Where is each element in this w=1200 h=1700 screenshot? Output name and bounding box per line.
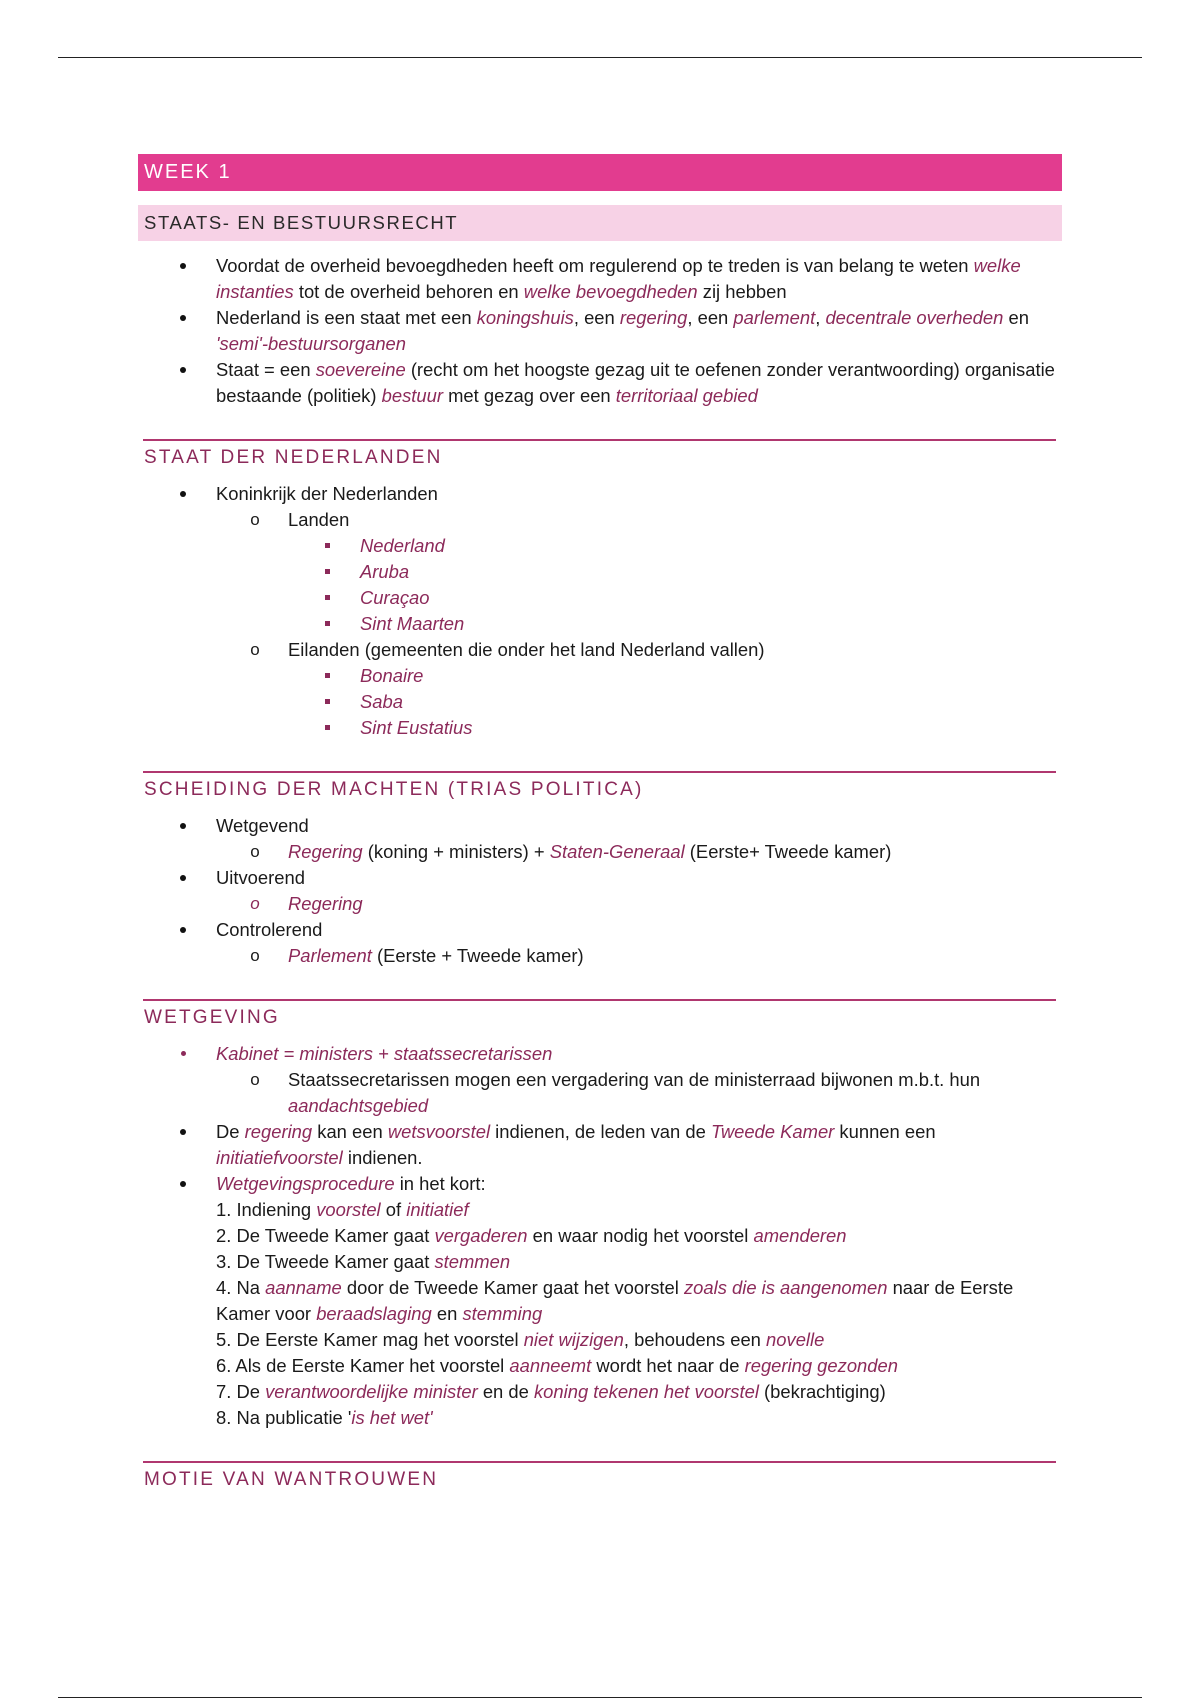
trias-list <box>138 813 1062 969</box>
square-bullet-icon <box>320 715 334 741</box>
section-title: WETGEVING <box>144 1007 280 1028</box>
subheader <box>138 205 1062 241</box>
bullet-icon <box>176 917 190 943</box>
procedure-step: 8. Na publicatie 'is het wet' <box>216 1407 433 1428</box>
sub-bullet-icon: o <box>250 510 260 529</box>
square-bullet-icon <box>320 689 334 715</box>
square-bullet-icon <box>320 533 334 559</box>
list-item: o Staatssecretarissen mogen een vergadering van de ministerraad bijwonen m.b.t. hun aandachtsgebied <box>138 1067 1062 1119</box>
list-item: Koninkrijk der Nederlanden <box>138 481 1062 507</box>
square-bullet-icon <box>320 663 334 689</box>
staat-list <box>138 481 1062 741</box>
list-item: Controlerend <box>138 917 1062 943</box>
list-item: Sint Maarten <box>138 611 1062 637</box>
procedure-step: 6. Als de Eerste Kamer het voorstel aanneemt wordt het naar de regering gezonden <box>216 1355 898 1376</box>
list-item: o Regering (koning + ministers) + Staten-Generaal (Eerste+ Tweede kamer) <box>138 839 1062 865</box>
section-divider <box>143 771 1056 773</box>
sub-bullet-icon: o <box>250 842 260 861</box>
list-item: Staat = een soevereine (recht om het hoogste gezag uit te oefenen zonder verantwoording) organisatie bestaande (politiek) bestuur met gezag over een territoriaal gebied <box>138 357 1062 409</box>
list-item: De regering kan een wetsvoorstel indienen, de leden van de Tweede Kamer kunnen een initiatiefvoorstel indienen. <box>138 1119 1062 1171</box>
section-title: SCHEIDING DER MACHTEN (TRIAS POLITICA) <box>144 779 644 800</box>
list-item: Bonaire <box>138 663 1062 689</box>
sub-bullet-icon: o <box>250 640 260 659</box>
bullet-icon <box>176 481 190 507</box>
list-item: o Landen <box>138 507 1062 533</box>
week-header <box>138 154 1062 191</box>
procedure-step: 7. De verantwoordelijke minister en de koning tekenen het voorstel (bekrachtiging) <box>216 1381 886 1402</box>
list-item: Uitvoerend <box>138 865 1062 891</box>
wetgeving-list <box>138 1041 1062 1197</box>
bullet-icon <box>176 1119 190 1145</box>
procedure-steps <box>138 1197 1062 1431</box>
bullet-icon <box>176 865 190 891</box>
square-bullet-icon <box>320 585 334 611</box>
sub-bullet-icon: o <box>250 946 260 965</box>
list-item: Wetgevingsprocedure in het kort: <box>138 1171 1062 1197</box>
bullet-icon <box>176 357 190 383</box>
page-header-rule <box>58 57 1142 58</box>
list-item: Wetgevend <box>138 813 1062 839</box>
procedure-step: 2. De Tweede Kamer gaat vergaderen en waar nodig het voorstel amenderen <box>216 1225 847 1246</box>
section-trias <box>138 771 1062 969</box>
list-item: o Regering <box>138 891 1062 917</box>
bullet-icon <box>176 253 190 279</box>
bullet-icon <box>176 305 190 331</box>
list-item: Curaçao <box>138 585 1062 611</box>
bullet-icon <box>176 1171 190 1197</box>
page-footer-rule <box>58 1697 1142 1698</box>
section-motie <box>138 1461 1062 1494</box>
pink-bullet-icon <box>176 1041 190 1067</box>
list-item: Kabinet = ministers + staatssecretarissen <box>138 1041 1062 1067</box>
section-divider <box>143 439 1056 441</box>
list-item: Nederland <box>138 533 1062 559</box>
list-item: Nederland is een staat met een koningshuis, een regering, een parlement, decentrale overheden en 'semi'-bestuursorganen <box>138 305 1062 357</box>
section-divider <box>143 999 1056 1001</box>
list-item: Aruba <box>138 559 1062 585</box>
section-divider <box>143 1461 1056 1463</box>
sub-bullet-icon: o <box>250 894 260 913</box>
square-bullet-icon <box>320 611 334 637</box>
list-item: Sint Eustatius <box>138 715 1062 741</box>
procedure-step: 1. Indiening voorstel of initiatief <box>216 1199 469 1220</box>
subheader-text: STAATS- EN BESTUURSRECHT <box>144 212 459 233</box>
section-wetgeving <box>138 999 1062 1431</box>
list-item: Saba <box>138 689 1062 715</box>
list-item: Voordat de overheid bevoegdheden heeft om regulerend op te treden is van belang te weten welke instanties tot de overheid behoren en welke bevoegdheden zij hebben <box>138 253 1062 305</box>
document-body <box>138 154 1062 1494</box>
section-staat <box>138 439 1062 741</box>
procedure-step: 5. De Eerste Kamer mag het voorstel niet wijzigen, behoudens een novelle <box>216 1329 825 1350</box>
week-header-text: WEEK 1 <box>144 161 232 183</box>
section-title: MOTIE VAN WANTROUWEN <box>144 1469 439 1490</box>
sub-bullet-icon: o <box>250 1070 260 1089</box>
procedure-step: 4. Na aanname door de Tweede Kamer gaat het voorstel zoals die is aangenomen naar de Eerste Kamer voor beraadslaging en stemming <box>216 1277 1014 1324</box>
intro-list <box>138 253 1062 409</box>
bullet-icon <box>176 813 190 839</box>
list-item: o Parlement (Eerste + Tweede kamer) <box>138 943 1062 969</box>
list-item: o Eilanden (gemeenten die onder het land Nederland vallen) <box>138 637 1062 663</box>
section-title: STAAT DER NEDERLANDEN <box>144 447 443 468</box>
procedure-step: 3. De Tweede Kamer gaat stemmen <box>216 1251 511 1272</box>
square-bullet-icon <box>320 559 334 585</box>
